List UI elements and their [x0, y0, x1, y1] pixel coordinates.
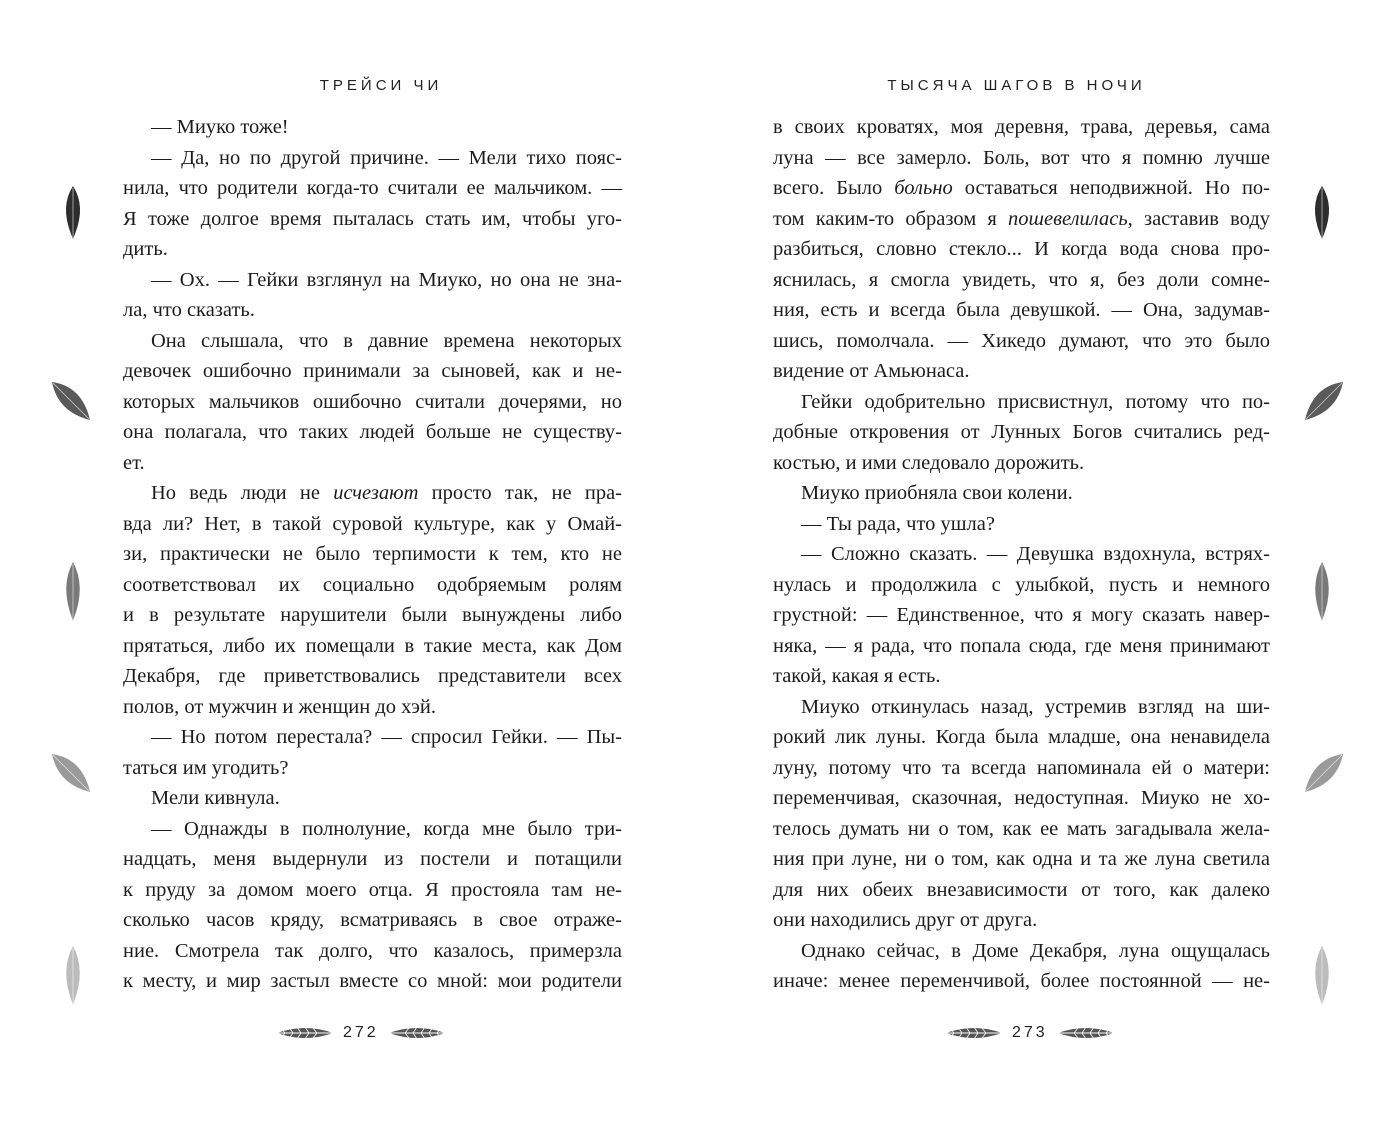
page-number: 273 [1012, 1024, 1048, 1041]
text-line: в своих кроватях, моя деревня, трава, деревья, сама [773, 116, 1270, 138]
text-line: Она слышала, что в давние времена некоторых [151, 329, 622, 352]
text-line: — Миуко тоже! [151, 116, 289, 138]
text-line: — Ох. — Гейки взглянул на Миуко, но она не зна- [151, 268, 622, 291]
leaf-icon [48, 750, 94, 796]
page-folio [275, 1024, 447, 1042]
feather-icon [1056, 1024, 1116, 1042]
text-line: и в результате нарушители были вынуждены либо [123, 604, 622, 626]
text-line: — Ты рада, что ушла? [801, 512, 995, 535]
text-line: которых мальчиков ошибочно считали дочерями, но [123, 390, 622, 413]
leaf-icon [1301, 750, 1347, 796]
running-head: ТЫСЯЧА ШАГОВ В НОЧИ [887, 77, 1146, 94]
text-line: вда ли? Нет, в такой суровой культуре, как у Омай- [123, 512, 622, 535]
leaf-icon [48, 378, 94, 424]
text-line: — Но потом перестала? — спросил Гейки. — Пы- [151, 726, 622, 748]
text-line: шись, помолчала. — Хикедо думают, что это было [773, 329, 1270, 352]
leaf-icon [60, 184, 86, 240]
text-line: зи, практически не было терпимости к тем, кто не [123, 543, 622, 565]
text-line: Однако сейчас, в Доме Декабря, луна ощущалась [801, 939, 1270, 962]
text-line: дить. [123, 238, 168, 260]
text-line: всего. Было больно оставаться неподвижной. Но по- [773, 177, 1270, 199]
leaf-icon [1309, 560, 1335, 622]
feather-icon [387, 1024, 447, 1042]
text-line: видение от Амьюнаса. [773, 360, 970, 382]
text-line: добные откровения от Лунных Богов считались ред- [773, 421, 1270, 443]
text-line: луну, потому что та всегда напоминала ей о матери: [773, 756, 1270, 779]
text-line: она полагала, что таких людей больше не существу- [123, 421, 622, 443]
text-line: для них обеих внезависимости от того, как далеко [773, 878, 1270, 901]
text-line: няка, — я рада, что попала сюда, где меня принимают [773, 634, 1270, 657]
text-line: сколько часов кряду, всматриваясь в свое отраже- [123, 909, 622, 931]
text-line: ние. Смотрела так долго, что казалось, примерзла [123, 939, 622, 962]
running-head: ТРЕЙСИ ЧИ [319, 77, 443, 94]
leaf-icon [60, 560, 86, 622]
text-line: иначе: менее переменчивой, более постоянной — не- [773, 970, 1270, 992]
feather-icon [275, 1024, 335, 1042]
body-text [773, 112, 1270, 997]
text-line: — Однажды в полнолуние, когда мне было три- [151, 817, 622, 840]
text-line: Мели кивнула. [151, 787, 280, 809]
text-line: Гейки одобрительно присвистнул, потому что по- [801, 390, 1270, 413]
text-line: Я тоже долгое время пыталась стать им, чтобы уго- [123, 207, 622, 230]
text-line: они находились друг от друга. [773, 909, 1038, 931]
text-line: грустной: — Единственное, что я могу сказать навер- [773, 604, 1270, 626]
text-line: такой, какая я есть. [773, 665, 941, 687]
text-line: ет. [123, 451, 145, 474]
text-line: соответствовал их социально одобряемым ролям [123, 573, 622, 596]
feather-icon [944, 1024, 1004, 1042]
leaf-icon [60, 944, 86, 1006]
text-line: Декабря, где приветствовались представители всех [123, 665, 622, 687]
text-line: переменчивая, сказочная, недоступная. Миуко не хо- [773, 787, 1270, 809]
text-line: ла, что сказать. [123, 299, 255, 321]
text-line: надцать, меня выдернули из постели и потащили [123, 848, 622, 870]
text-line: рокий лик луны. Когда была младше, она ненавидела [773, 726, 1270, 748]
text-line: к месту, и мир застыл вместе со мной: мои родители [123, 970, 622, 992]
text-line: яснилась, я смогла увидеть, что я, без доли сомне- [773, 268, 1270, 291]
text-line: том каким-то образом я пошевелилась, заставив воду [773, 207, 1270, 230]
text-line: Миуко приобняла свои колени. [801, 482, 1073, 504]
text-line: к пруду за домом моего отца. Я простояла там не- [123, 878, 622, 901]
text-line: разбиться, словно стекло... И когда вода снова про- [773, 238, 1270, 260]
leaf-icon [1309, 184, 1335, 240]
text-line: — Сложно сказать. — Девушка вздохнула, встрях- [801, 543, 1270, 565]
text-line: — Да, но по другой причине. — Мели тихо пояс- [151, 146, 622, 169]
text-line: нулась и продолжила с улыбкой, пусть и немного [773, 573, 1270, 596]
text-line: прятаться, либо их помещали в такие места, как Дом [123, 634, 622, 657]
page-number: 272 [343, 1024, 379, 1041]
text-line: ния, есть и всегда была девушкой. — Она, задумав- [773, 299, 1270, 321]
leaf-icon [1301, 378, 1347, 424]
body-text [123, 112, 622, 997]
leaf-icon [1309, 944, 1335, 1006]
text-line: Миуко откинулась назад, устремив взгляд на ши- [801, 695, 1270, 718]
text-line: костью, и ими следовало дорожить. [773, 451, 1085, 474]
text-line: таться им угодить? [123, 756, 289, 779]
text-line: ния при луне, ни о том, как одна и та же луна светила [773, 848, 1270, 870]
text-line: полов, от мужчин и женщин до хэй. [123, 695, 436, 718]
right-page [697, 0, 1394, 1125]
text-line: девочек ошибочно принимали за сыновей, как и не- [123, 360, 622, 382]
text-line: нила, что родители когда-то считали ее мальчиком. — [123, 177, 622, 199]
text-line: Но ведь люди не исчезают просто так, не пра- [151, 482, 622, 504]
page-folio [944, 1024, 1116, 1042]
text-line: телось думать ни о том, как ее мать загадывала жела- [773, 817, 1270, 840]
text-line: луна — все замерло. Боль, вот что я помню лучше [773, 146, 1270, 169]
